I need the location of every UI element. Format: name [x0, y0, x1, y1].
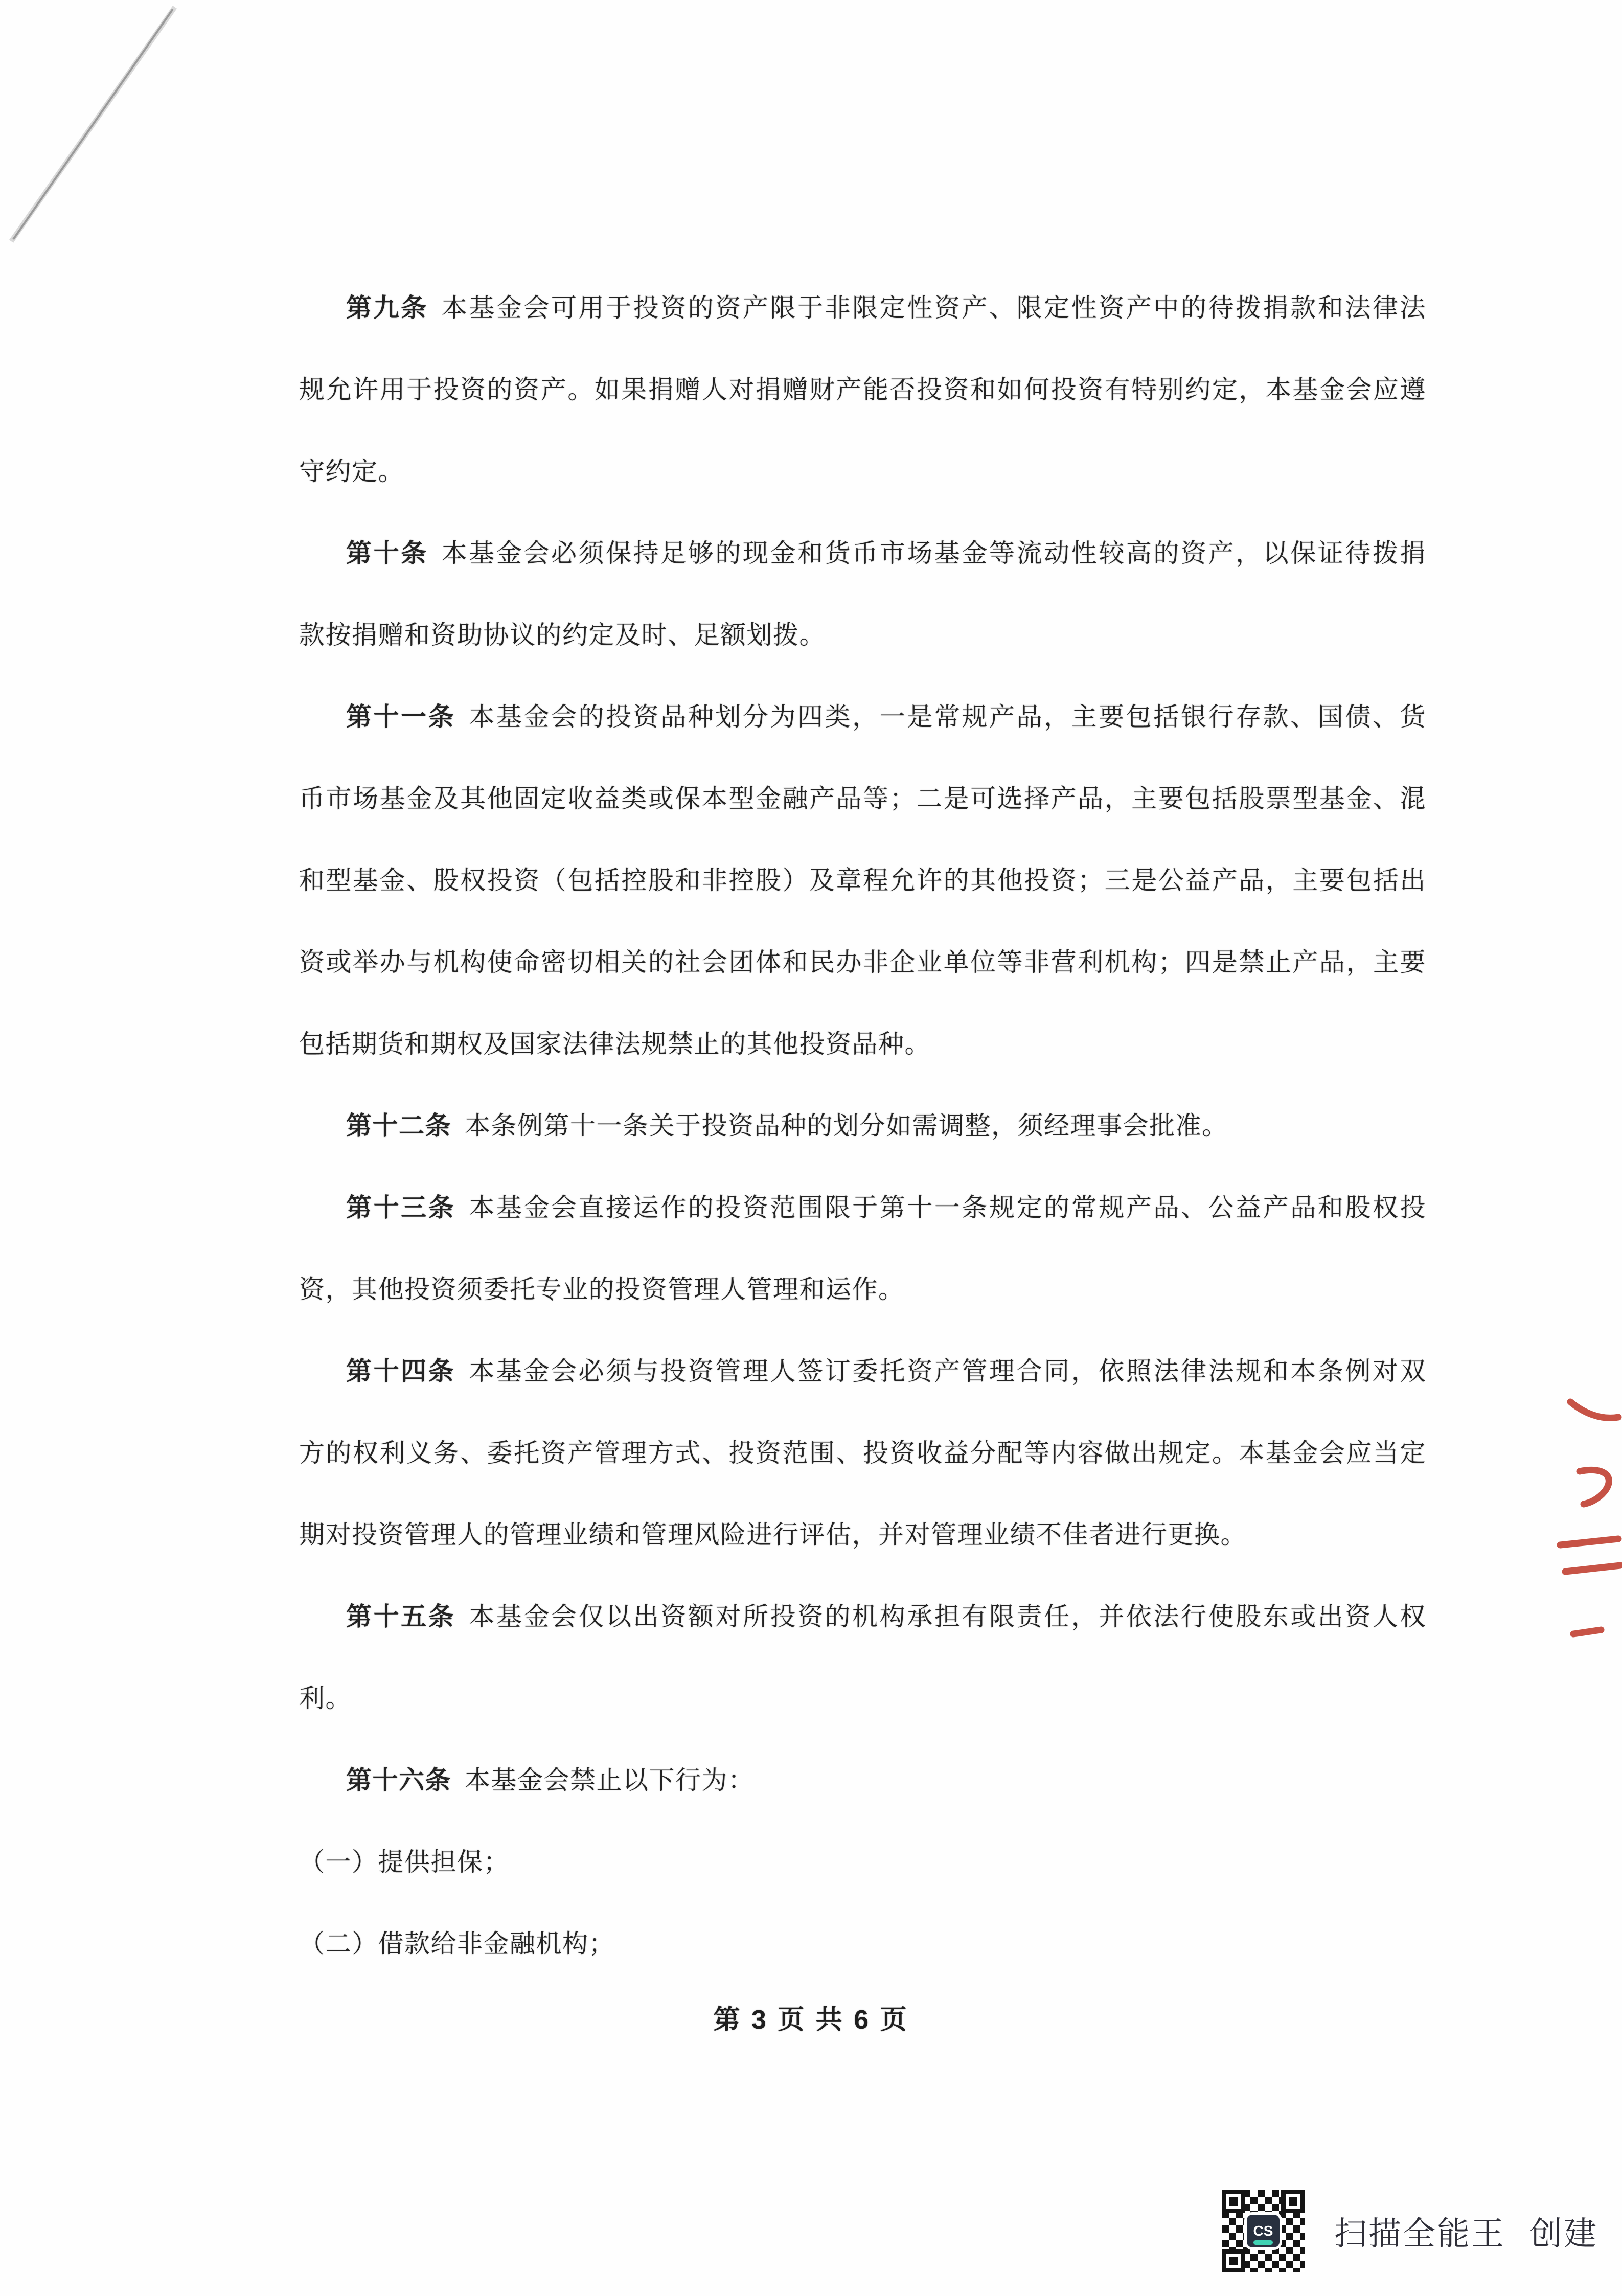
doc-line: [299, 839, 1426, 921]
doc-line: [299, 1003, 1426, 1085]
page-number-footer: 第 3 页 共 6 页: [713, 2005, 909, 2035]
line-text: 本基金会必须与投资管理人签订委托资产管理合同，依照法律法规和本条例对双: [469, 1357, 1427, 1385]
camscanner-logo-icon: [1244, 2212, 1282, 2250]
line-text: 本基金会禁止以下行为：: [465, 1766, 755, 1794]
doc-line-article-16: [299, 1739, 1426, 1821]
doc-line: [299, 1657, 1426, 1739]
red-mark-3b: [1565, 1565, 1620, 1572]
article-number: 第九条: [346, 293, 428, 322]
qr-finder-bottom-left: [1222, 2249, 1245, 2272]
line-text: 本基金会必须保持足够的现金和货币市场基金等流动性较高的资产，以保证待拨捐: [441, 539, 1427, 567]
qr-finder-top-left: [1222, 2190, 1245, 2213]
line-text: 本条例第十一条关于投资品种的划分如需调整，须经理事会批准。: [465, 1111, 1228, 1140]
line-text: 本基金会可用于投资的资产限于非限定性资产、限定性资产中的待拨捐款和法律法: [441, 293, 1427, 322]
watermark-text: 扫描全能王 创建: [1334, 2216, 1598, 2252]
red-mark-4: [1573, 1630, 1601, 1634]
doc-line-article-9: [299, 267, 1426, 349]
doc-line-article-14: [299, 1330, 1426, 1412]
scanner-watermark: [1222, 2190, 1598, 2272]
doc-line: [299, 1248, 1426, 1330]
doc-line: [299, 1494, 1426, 1576]
line-text: （二）借款给非金融机构；: [299, 1929, 615, 1958]
doc-line: [299, 594, 1426, 676]
doc-line-item-1: [299, 1821, 1426, 1903]
line-text: 方的权利义务、委托资产管理方式、投资范围、投资收益分配等内容做出规定。本基金会应当定: [299, 1439, 1426, 1467]
line-text: 币市场基金及其他固定收益类或保本型金融产品等；二是可选择产品，主要包括股票型基金、混: [299, 784, 1426, 813]
line-text: 款按捐赠和资助协议的约定及时、足额划拨。: [299, 621, 826, 649]
article-number: 第十一条: [346, 702, 456, 731]
article-number: 第十四条: [346, 1357, 456, 1385]
doc-line-item-2: [299, 1903, 1426, 1985]
red-mark-1: [1570, 1402, 1618, 1418]
doc-line-article-15: [299, 1576, 1426, 1657]
line-text: （一）提供担保；: [299, 1848, 510, 1876]
red-pen-marks: [1560, 1402, 1620, 1634]
line-text: 包括期货和期权及国家法律法规禁止的其他投资品种。: [299, 1030, 931, 1058]
line-text: 规允许用于投资的资产。如果捐赠人对捐赠财产能否投资和如何投资有特别约定，本基金会应遵: [299, 375, 1426, 404]
line-text: 本基金会的投资品种划分为四类，一是常规产品，主要包括银行存款、国债、货: [469, 702, 1427, 731]
document-body: [299, 267, 1426, 1985]
article-number: 第十二条: [346, 1111, 451, 1140]
line-text: 资，其他投资须委托专业的投资管理人管理和运作。: [299, 1275, 905, 1304]
page-fold-line: [13, 9, 173, 239]
red-mark-3a: [1560, 1539, 1618, 1545]
qr-finder-top-right: [1281, 2190, 1305, 2213]
line-text: 资或举办与机构使命密切相关的社会团体和民办非企业单位等非营利机构；四是禁止产品，主要: [299, 948, 1426, 976]
line-text: 本基金会仅以出资额对所投资的机构承担有限责任，并依法行使股东或出资人权: [469, 1602, 1427, 1631]
camscanner-logo-text: CS: [1253, 2223, 1273, 2239]
doc-line: [299, 758, 1426, 839]
line-text: 守约定。: [299, 457, 404, 486]
article-number: 第十条: [346, 539, 428, 567]
red-mark-2: [1580, 1470, 1609, 1504]
line-text: 期对投资管理人的管理业绩和管理风险进行评估，并对管理业绩不佳者进行更换。: [299, 1520, 1247, 1549]
doc-line: [299, 430, 1426, 512]
qr-code: [1222, 2190, 1305, 2272]
article-number: 第十五条: [346, 1602, 456, 1631]
doc-line-article-11: [299, 676, 1426, 758]
line-text: 和型基金、股权投资（包括控股和非控股）及章程允许的其他投资；三是公益产品，主要包括出: [299, 866, 1426, 895]
doc-line: [299, 349, 1426, 430]
line-text: 利。: [299, 1684, 352, 1713]
article-number: 第十三条: [346, 1193, 456, 1222]
doc-line-article-10: [299, 512, 1426, 594]
doc-line: [299, 1412, 1426, 1494]
article-number: 第十六条: [346, 1766, 451, 1794]
doc-line: [299, 921, 1426, 1003]
doc-line-article-13: [299, 1167, 1426, 1248]
line-text: 本基金会直接运作的投资范围限于第十一条规定的常规产品、公益产品和股权投: [469, 1193, 1427, 1222]
doc-line-article-12: [299, 1085, 1426, 1167]
page-fold-shadow: [11, 7, 175, 241]
